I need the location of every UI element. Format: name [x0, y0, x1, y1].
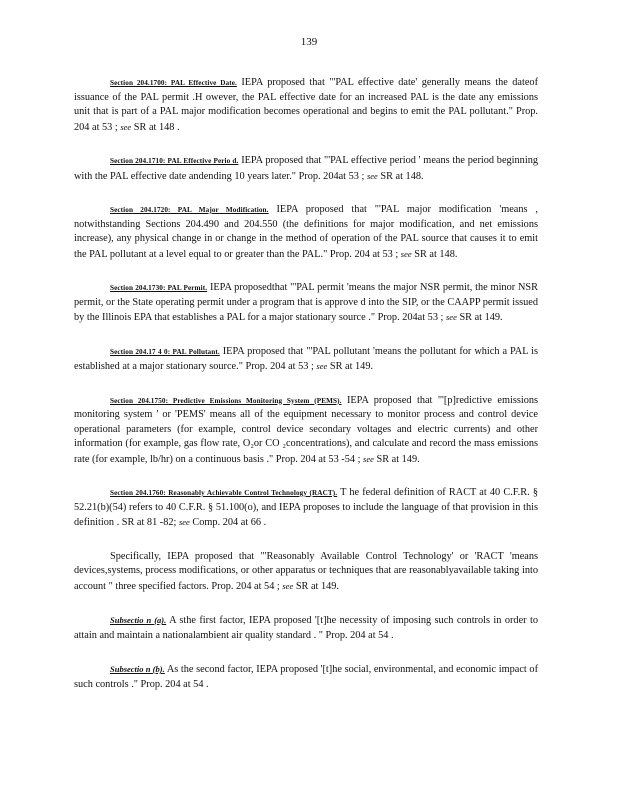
section-heading: Section 204.17 4 0: PAL Pollutant. [110, 347, 220, 356]
citation-signal: see [400, 248, 412, 259]
section-204-1740 [74, 345, 538, 375]
paragraph-tail: Comp. 204 at 66 . [192, 517, 267, 528]
section-heading: Section 204.1730: PAL Permit. [110, 284, 208, 292]
page-number: 139 [300, 36, 318, 48]
section-heading: Section 204.1760: Reasonably Achievable Control Technology (RACT). [110, 489, 338, 497]
subsection-a [74, 613, 538, 643]
paragraph-tail: SR at 149. [295, 580, 340, 592]
section-204-1760 [74, 486, 538, 531]
paragraph-text: IEPA proposed that "'PAL major modification 'means , notwithstanding Sections 204.490 and 204.550 (the definitions for major modification, and net emissions increase), any physical change in or change in the method of operation of the PAL source that causes it to emit the PAL pollutant at a level equal to or greater than the PAL." Prop. 204 at 53 ; [74, 204, 538, 260]
paragraph-tail: SR at 149. [459, 312, 503, 323]
paragraph-tail: SR at 148. [380, 170, 424, 182]
paragraph-text: As the second factor, IEPA proposed '[t]he social, environmental, and economic impact of such controls ." Prop. 204 at 54 . [74, 664, 539, 690]
paragraph-text: IEPA proposedthat "'PAL permit 'means the major NSR permit, the minor NSR permit, or the State operating permit under a program that is approve d into the SIP, or the CAAPP permit issued by the Illinois EPA that establishes a PAL for a major stationary source ." Prop. 204at 53 ; [74, 282, 539, 323]
paragraph-text: Specifically, IEPA proposed that "'Reasonably Available Control Technology' or 'RACT 'means devices,systems, process modifications, or other apparatus or techniques that are reasonablyavailable taking into account " three specified factors. Prop. 204 at 54 ; [74, 550, 538, 592]
paragraph-tail: SR at 149. [329, 361, 374, 372]
paragraph-tail: SR at 148 . [133, 121, 180, 133]
section-204-1710 [74, 154, 538, 184]
citation-signal: see [316, 361, 328, 371]
citation-signal: see [282, 580, 294, 591]
paragraph-text: A sthe first factor, IEPA proposed '[t]he necessity of imposing such controls in order to attain and maintain a nationalambient air quality standard . " Prop. 204 at 54 . [74, 615, 538, 641]
section-204-1730 [74, 281, 538, 326]
paragraph-text: IEPA proposed that "'PAL pollutant 'means the pollutant for which a PAL is established at a major stationary source." Prop. 204 at 53 ; [74, 345, 539, 372]
paragraph-tail: SR at 149. [376, 453, 420, 465]
document-body [74, 76, 538, 711]
section-heading: Section 204.1750: Predictive Emissions Monitoring System (PEMS). [110, 396, 342, 405]
subsection-b [74, 662, 538, 692]
paragraph-tail: SR at 148. [414, 248, 458, 260]
section-204-1750 [74, 394, 538, 468]
paragraph-text: T he federal definition of RACT at 40 C.F.R. § 52.21(b)(54) refers to 40 C.F.R. § 51.100(o), and IEPA proposes to include the language of that provision in this definition . SR at 81 -82; [74, 487, 538, 528]
ract-definition-paragraph [74, 550, 538, 595]
section-heading: Section 204.1720: PAL Major Modification. [110, 206, 269, 214]
section-204-1700 [74, 76, 538, 135]
citation-signal: see [363, 453, 374, 464]
paragraph-text: IEPA proposed that "'PAL effective period ' means the period beginning with the PAL effective date andending 10 years later." Prop. 204at 53 ; [74, 155, 538, 182]
section-heading: Section 204.1710: PAL Effective Perio d. [110, 157, 239, 165]
citation-signal: see [366, 170, 378, 181]
subsection-heading: Subsectio n (a). [110, 615, 167, 625]
section-heading: Section 204.1700: PAL Effective Date. [110, 79, 237, 87]
subsection-heading: Subsectio n (b). [110, 664, 165, 674]
section-204-1720 [74, 203, 538, 262]
citation-signal: see [120, 121, 132, 132]
citation-signal: see [446, 312, 457, 322]
citation-signal: see [178, 517, 190, 527]
paragraph-text: IEPA proposed that "'PAL effective date' generally means the dateof issuance of the PAL permit .H owever, the PAL effective date for an increased PAL is the date any emissions unit that is part of a PAL major modification becomes operational and begins to emit the PAL pollutant." Prop. 204 at 53 ; [74, 77, 538, 133]
paragraph-text: IEPA proposed that "'[p]redictive emissions monitoring system ' or 'PEMS' means all of the equipment necessary to monitor process and control device operational parameters (for example, control device secondary voltages and electric currents) and other information (for example, gas flow rate, O₂or CO ₂concentrations), and calculate and record the mass emissions rate (for example, lb/hr) on a continuous basis ." Prop. 204 at 53 -54 ; [74, 394, 539, 465]
